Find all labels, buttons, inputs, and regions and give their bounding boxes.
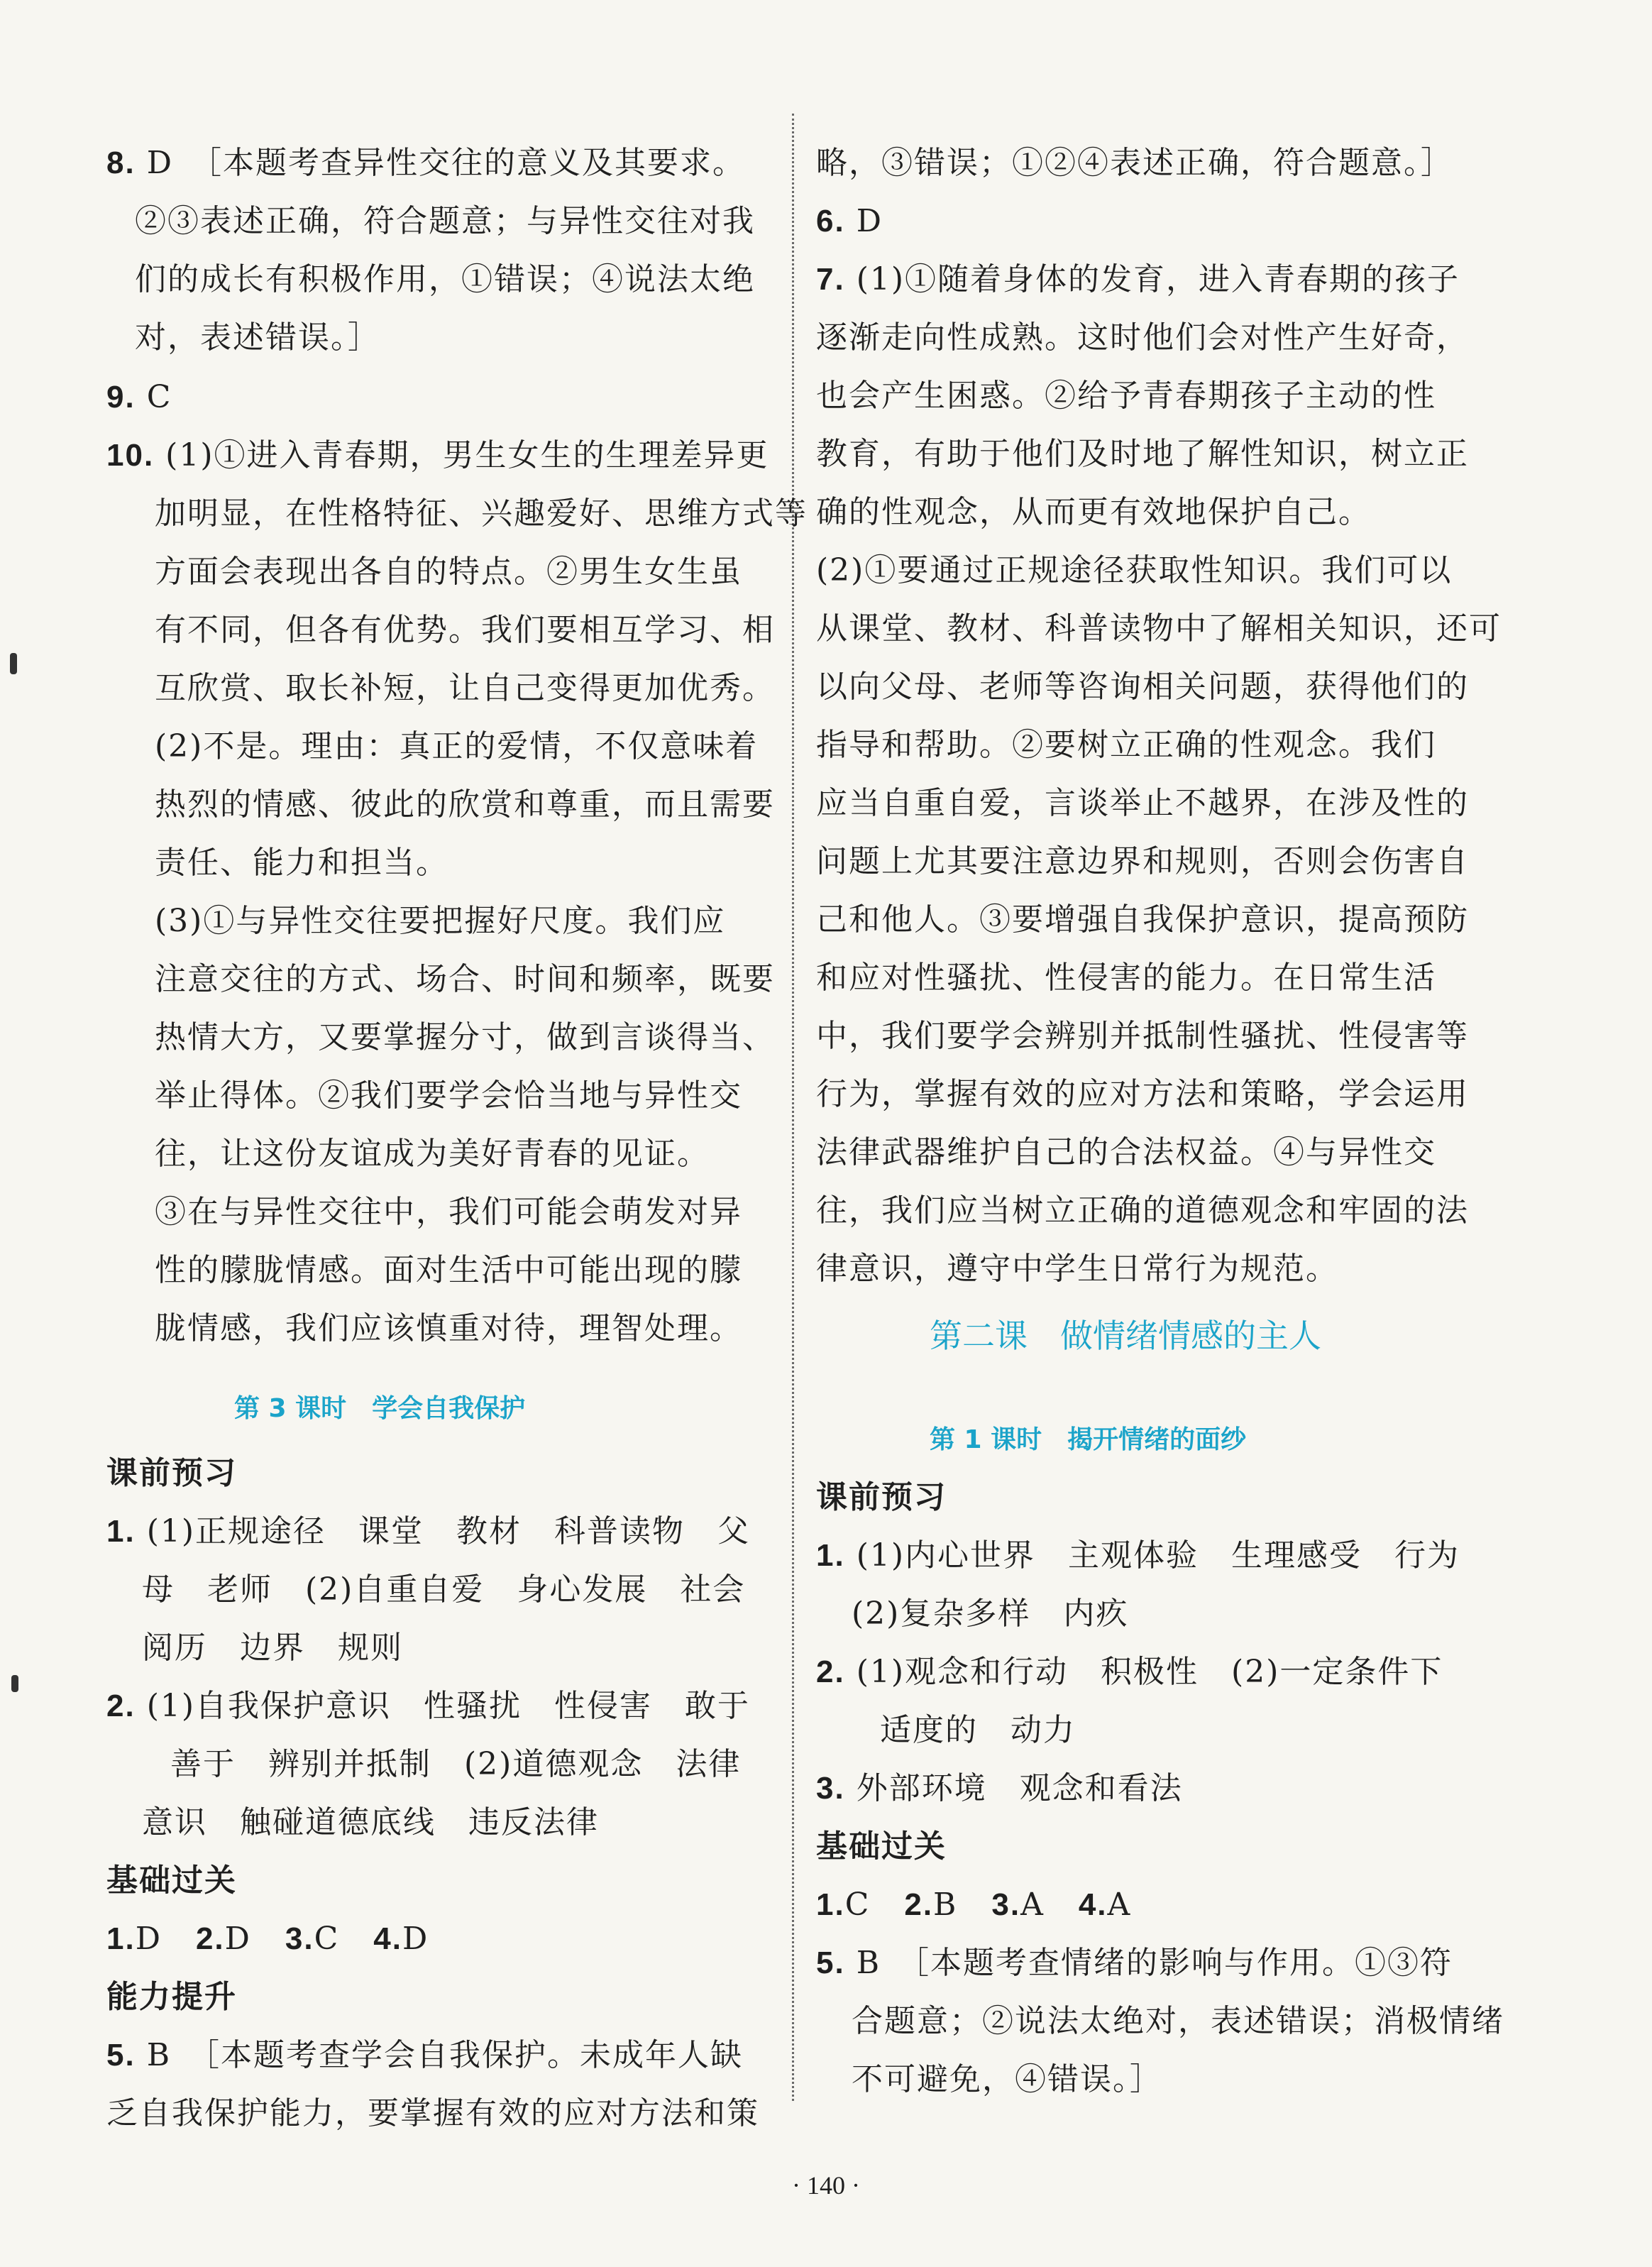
answer-6: 6. D [816, 203, 883, 239]
answer-text: 举止得体。②我们要学会恰当地与异性交 [155, 1077, 742, 1114]
preview-heading: 课前预习 [106, 1455, 237, 1491]
answer-text: 确的性观念，从而更有效地保护自己。 [816, 494, 1371, 530]
answer-text: 己和他人。③要增强自我保护意识，提高预防 [816, 901, 1469, 938]
answer-text: 胧情感，我们应该慎重对待，理智处理。 [155, 1310, 742, 1346]
answer-7: 7. (1)①随着身体的发育，进入青春期的孩子 [816, 261, 1460, 297]
column-divider [792, 114, 794, 2101]
answer-text: 注意交往的方式、场合、时间和频率，既要 [155, 961, 775, 997]
answer-text: (2)不是。理由：真正的爱情，不仅意味着 [155, 728, 759, 764]
lesson-title: 第 3 课时 学会自我保护 [234, 1394, 526, 1423]
basic-answers: 1.C 2.B 3.A 4.A [816, 1887, 1132, 1923]
answer-text: 应当自重自爱，言谈举止不越界，在涉及性的 [816, 785, 1469, 821]
answer-text: 也会产生困惑。②给予青春期孩子主动的性 [816, 378, 1436, 414]
answer-text: 和应对性骚扰、性侵害的能力。在日常生活 [816, 960, 1436, 996]
answer-10: 10. (1)①进入青春期，男生女生的生理差异更 [106, 437, 769, 473]
scan-mark [10, 653, 17, 674]
answer-text: 不可避免，④错误。］ [852, 2061, 1162, 2097]
chapter-title: 第二课 做情绪情感的主人 [930, 1317, 1321, 1355]
answer-text: (2)复杂多样 内疚 [852, 1596, 1129, 1632]
answer-text: (2)①要通过正规途径获取性知识。我们可以 [816, 552, 1453, 588]
answer-text: 往，让这份友谊成为美好青春的见证。 [155, 1136, 710, 1172]
ability-heading: 能力提升 [106, 1979, 237, 2015]
preview-heading: 课前预习 [816, 1479, 947, 1515]
lesson-title: 第 1 课时 揭开情绪的面纱 [930, 1425, 1247, 1454]
answer-text: 方面会表现出各自的特点。②男生女生虽 [155, 554, 742, 590]
answer-text: 责任、能力和担当。 [155, 845, 448, 881]
answer-text: 以向父母、老师等咨询相关问题，获得他们的 [816, 669, 1469, 705]
answer-text: 合题意；②说法太绝对，表述错误；消极情绪 [852, 2003, 1504, 2039]
answer-text: 加明显，在性格特征、兴趣爱好、思维方式等 [155, 495, 808, 532]
preview-2: 2. (1)自我保护意识 性骚扰 性侵害 敢于 [106, 1688, 751, 1724]
answer-text: 热情大方，又要掌握分寸，做到言谈得当、 [155, 1019, 775, 1055]
answer-text: 问题上尤其要注意边界和规则，否则会伤害自 [816, 843, 1469, 879]
scan-mark [11, 1675, 18, 1692]
answer-text: 互欣赏、取长补短，让自己变得更加优秀。 [155, 670, 775, 706]
answer-text: 指导和帮助。②要树立正确的性观念。我们 [816, 727, 1436, 763]
page-number: · 140 · [792, 2171, 860, 2200]
answer-text: 母 老师 (2)自重自爱 身心发展 社会 [142, 1571, 746, 1608]
answer-text: 意识 触碰道德底线 违反法律 [142, 1804, 599, 1840]
preview-2: 2. (1)观念和行动 积极性 (2)一定条件下 [816, 1654, 1443, 1690]
answer-text: (3)①与异性交往要把握好尺度。我们应 [155, 903, 726, 939]
answer-text: 热烈的情感、彼此的欣赏和尊重，而且需要 [155, 786, 775, 823]
answer-text: 逐渐走向性成熟。这时他们会对性产生好奇， [816, 319, 1469, 356]
basic-answers: 1.D 2.D 3.C 4.D [106, 1921, 429, 1957]
answer-text: 往，我们应当树立正确的道德观念和牢固的法 [816, 1192, 1469, 1229]
answer-text: 性的朦胧情感。面对生活中可能出现的朦 [155, 1252, 742, 1288]
answer-text: 法律武器维护自己的合法权益。④与异性交 [816, 1134, 1436, 1170]
answer-5: 5. B ［本题考查学会自我保护。未成年人缺 [106, 2037, 744, 2073]
answer-text: 适度的 动力 [880, 1712, 1076, 1748]
answer-text: 教育，有助于他们及时地了解性知识，树立正 [816, 436, 1469, 472]
answer-text: 律意识，遵守中学生日常行为规范。 [816, 1251, 1338, 1287]
answer-text: 善于 辨别并抵制 (2)道德观念 法律 [170, 1746, 742, 1782]
answer-text: ③在与异性交往中，我们可能会萌发对异 [155, 1194, 742, 1230]
answer-text: 们的成长有积极作用，①错误；④说法太绝 [135, 261, 755, 297]
answer-text: 行为，掌握有效的应对方法和策略，学会运用 [816, 1076, 1469, 1112]
answer-8: 8. D ［本题考查异性交往的意义及其要求。 [106, 145, 745, 181]
answer-text: ②③表述正确，符合题意；与异性交往对我 [135, 203, 755, 239]
answer-text: 对，表述错误。］ [135, 319, 380, 356]
basic-heading: 基础过关 [816, 1828, 947, 1865]
preview-3: 3. 外部环境 观念和看法 [816, 1770, 1183, 1806]
preview-1: 1. (1)内心世界 主观体验 生理感受 行为 [816, 1537, 1460, 1574]
answer-text: 略，③错误；①②④表述正确，符合题意。］ [816, 145, 1453, 181]
answer-text: 阅历 边界 规则 [142, 1630, 403, 1666]
answer-text: 乏自我保护能力，要掌握有效的应对方法和策 [106, 2095, 759, 2131]
answer-9: 9. C [106, 379, 172, 415]
answer-5: 5. B ［本题考查情绪的影响与作用。①③符 [816, 1945, 1453, 1981]
preview-1: 1. (1)正规途径 课堂 教材 科普读物 父 [106, 1513, 751, 1549]
answer-text: 从课堂、教材、科普读物中了解相关知识，还可 [816, 610, 1502, 647]
basic-heading: 基础过关 [106, 1862, 237, 1899]
answer-text: 中，我们要学会辨别并抵制性骚扰、性侵害等 [816, 1018, 1469, 1054]
answer-text: 有不同，但各有优势。我们要相互学习、相 [155, 612, 775, 648]
